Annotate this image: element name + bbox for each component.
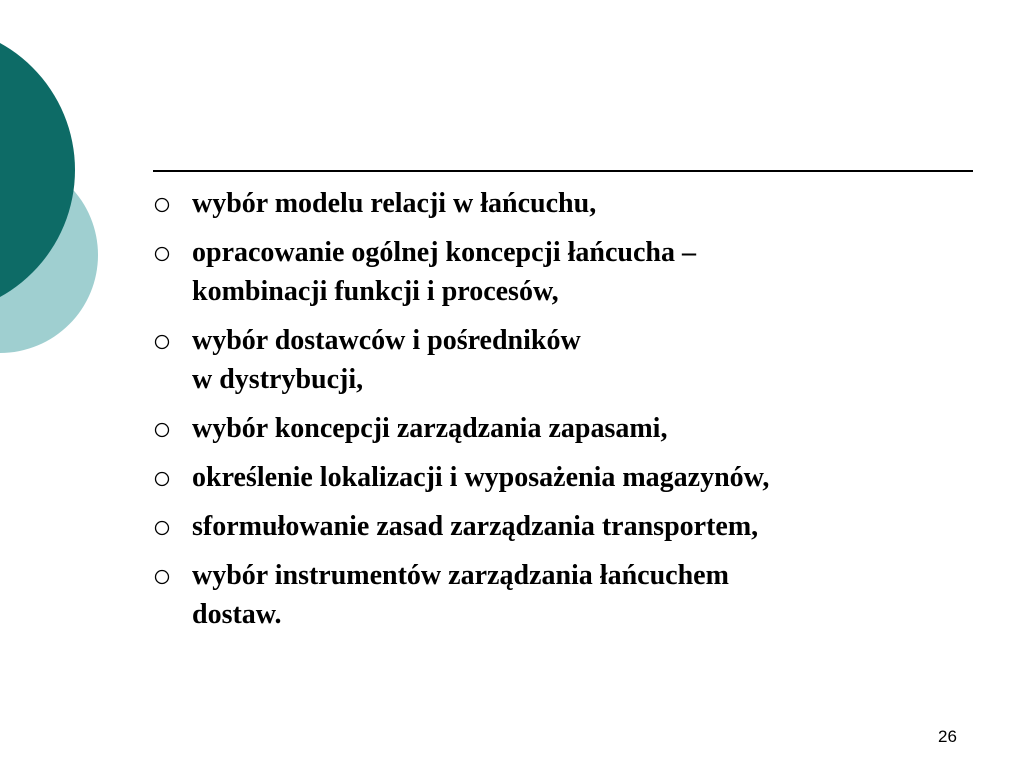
bullet-text: opracowanie ogólnej koncepcji łańcucha – kombinacji funkcji i procesów, — [192, 237, 696, 307]
page-number: 26 — [938, 727, 957, 746]
bullet-item — [154, 556, 974, 634]
bullet-text: sformułowanie zasad zarządzania transportem, — [192, 511, 759, 542]
hollow-circle-icon — [154, 520, 170, 536]
bullet-text: wybór dostawców i pośredników w dystrybucji, — [192, 325, 581, 395]
bullet-text: wybór koncepcji zarządzania zapasami, — [192, 413, 668, 444]
bullet-item — [154, 507, 974, 546]
hollow-circle-icon — [154, 197, 170, 213]
bullet-text: wybór modelu relacji w łańcuchu, — [192, 188, 597, 219]
title-divider-line — [153, 170, 973, 172]
bullet-item — [154, 184, 974, 223]
hollow-circle-icon — [154, 422, 170, 438]
bullet-text: wybór instrumentów zarządzania łańcuchem dostaw. — [192, 560, 729, 630]
bullet-item — [154, 321, 974, 399]
bullet-item — [154, 458, 974, 497]
bullet-text: określenie lokalizacji i wyposażenia magazynów, — [192, 462, 770, 493]
hollow-circle-icon — [154, 569, 170, 585]
hollow-circle-icon — [154, 334, 170, 350]
bullet-list — [154, 184, 974, 644]
decorative-circles — [0, 0, 120, 420]
bullet-item — [154, 233, 974, 311]
hollow-circle-icon — [154, 471, 170, 487]
hollow-circle-icon — [154, 246, 170, 262]
bullet-item — [154, 409, 974, 448]
